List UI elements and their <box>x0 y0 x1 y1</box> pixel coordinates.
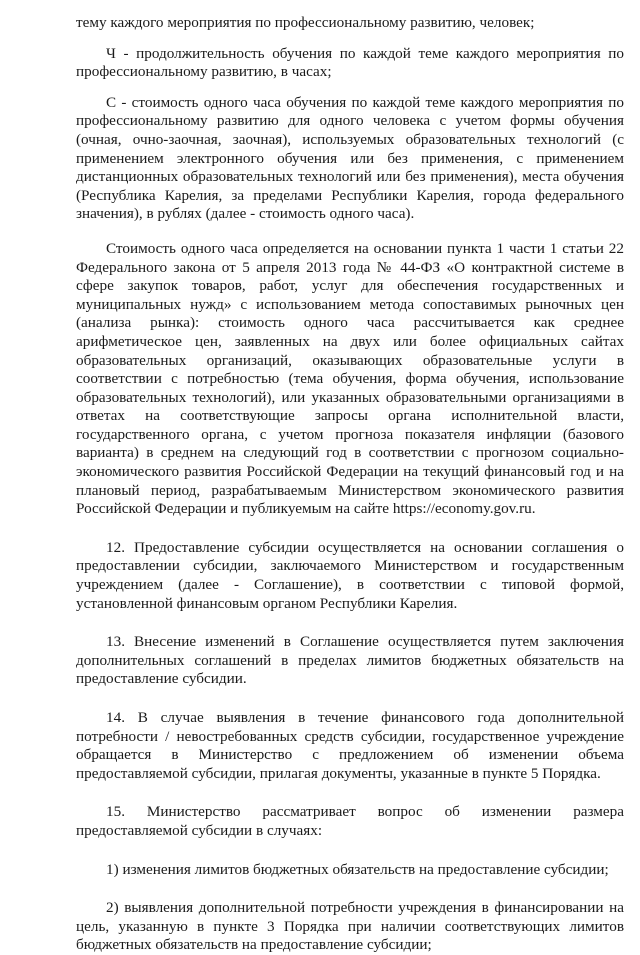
paragraph-item-14: 14. В случае выявления в течение финансового года дополнительной потребности / невостребованных средств субсидии, государственное учреждение обращается в Министерство с предложением об изменении объема предоставляемой субсидии, прилагая документы, указанные в пункте 5 Порядка. <box>76 709 624 782</box>
paragraph-item-13: 13. Внесение изменений в Соглашение осуществляется путем заключения дополнительных соглашений в пределах лимитов бюджетных обязательств на предоставление субсидии. <box>76 633 624 688</box>
paragraph-subitem-2: 2) выявления дополнительной потребности учреждения в финансировании на цель, указанную в пункте 3 Порядка при наличии соответствующих лимитов бюджетных обязательств на предоставление субсидии; <box>76 899 624 954</box>
paragraph-continuation: тему каждого мероприятия по профессиональному развитию, человек; <box>76 14 535 31</box>
paragraph-ch-definition: Ч - продолжительность обучения по каждой теме каждого мероприятия по профессиональному развитию, в часах; <box>76 44 624 81</box>
paragraph-item-15: 15. Министерство рассматривает вопрос об изменении размера предоставляемой субсидии в случаях: <box>76 803 624 839</box>
paragraph-c-definition: С - стоимость одного часа обучения по каждой теме каждого мероприятия по профессиональному развитию для одного человека с учетом формы обучения (очная, очно-заочная, заочная), используемых образовательных технологий (с применением электронного обучения или без применения, с применением дистанционных образовательных технологий или без применения), места обучения (Республика Карелия, за пределами Республики Карелия, города федерального значения), в рублях (далее - стоимость одного часа). <box>76 93 624 223</box>
paragraph-item-12: 12. Предоставление субсидии осуществляется на основании соглашения о предоставлении субсидии, заключаемого Министерством и государственным учреждением (далее - Соглашение), в соответствии с типовой формой, установленной финансовым органом Республики Карелия. <box>76 538 624 612</box>
paragraph-hour-cost: Стоимость одного часа определяется на основании пункта 1 части 1 статьи 22 Федерального закона от 5 апреля 2013 года № 44-ФЗ «О контрактной системе в сфере закупок товаров, работ, услуг для обеспечения государственных и муниципальных нужд» с использованием метода сопоставимых рыночных цен (анализа рынка): стоимость одного часа рассчитывается как среднее арифметическое цен, заявленных на двух или более официальных сайтах образовательных организаций, оказывающих образовательные услуги в соответствии с потребностью (тема обучения, форма обучения, использование образовательных технологий), или указанных образовательными организациями в ответах на соответствующие запросы органа исполнительной власти, государственного органа, с учетом прогноза показателя инфляции (базового варианта) в среднем на следующий год в соответствии с прогнозом социально-экономического развития Российской Федерации на текущий финансовый год и на плановый период, разрабатываемым Министерством экономического развития Российской Федерации и публикуемым на сайте https://economy.gov.ru. <box>76 239 624 518</box>
paragraph-subitem-1: 1) изменения лимитов бюджетных обязательств на предоставление субсидии; <box>106 860 609 878</box>
